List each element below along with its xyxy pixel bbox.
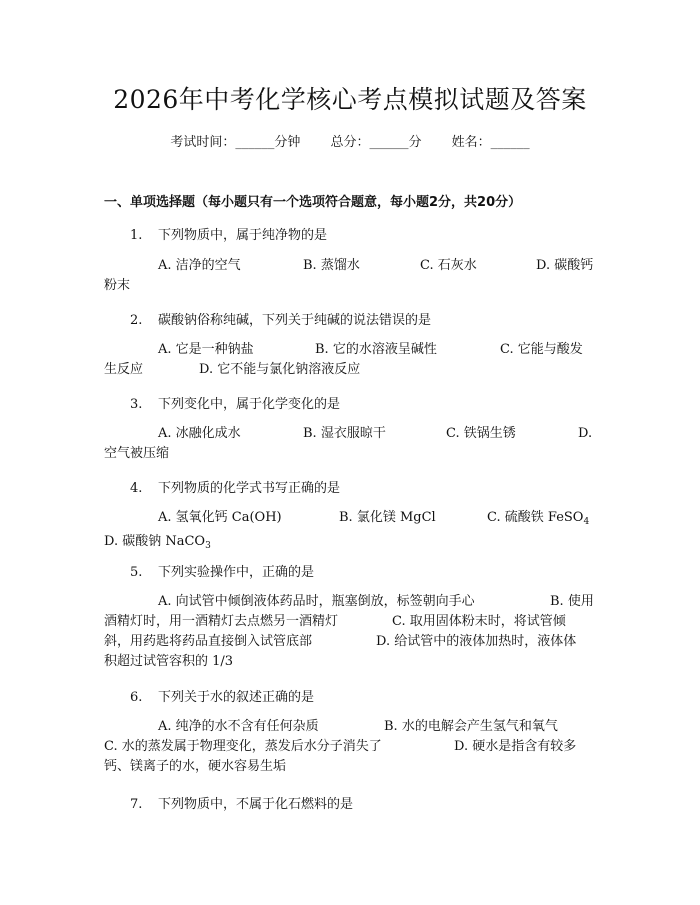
question-7: 7. 下列物质中，不属于化石燃料的是 [130, 797, 354, 812]
question-stem: 碳酸钠俗称纯碱，下列关于纯碱的说法错误的是 [158, 313, 432, 328]
option-a: A. 洁净的空气 [158, 258, 241, 273]
option-d-cont: 空气被压缩 [104, 446, 170, 461]
option-a: A. 向试管中倾倒液体药品时，瓶塞倒放，标签朝向手心 [158, 594, 475, 609]
exam-meta [0, 131, 700, 150]
option-c: C. 石灰水 [420, 258, 477, 273]
option-d: D. [578, 426, 593, 441]
score-field: 总分：______分 [330, 135, 422, 150]
question-2: 2. 碳酸钠俗称纯碱，下列关于纯碱的说法错误的是 [130, 313, 432, 328]
exam-title: 2026年中考化学核心考点模拟试题及答案 [113, 85, 587, 114]
question-stem: 下列实验操作中，正确的是 [158, 565, 315, 580]
question-5-options [104, 592, 598, 672]
option-c: C. 它能与酸发 [500, 342, 583, 357]
option-c-cont: 生反应 [104, 362, 144, 377]
option-b: B. 使用 [550, 594, 594, 609]
option-b: B. 氯化镁 MgCl [339, 510, 436, 525]
option-c: C. 硫酸铁 FeSO$_4$ [487, 510, 590, 527]
option-a: A. 纯净的水不含有任何杂质 [158, 719, 319, 734]
question-6-options [104, 717, 598, 777]
question-2-options [104, 340, 598, 380]
option-c-cont: 斜，用药匙将药品直接倒入试管底部 [104, 634, 313, 649]
question-stem: 下列变化中，属于化学变化的是 [158, 397, 341, 412]
option-d-cont: 粉末 [104, 278, 131, 293]
option-b: B. 蒸馏水 [303, 258, 360, 273]
option-d: D. 硬水是指含有较多 [454, 739, 577, 754]
option-a: A. 冰融化成水 [158, 426, 241, 441]
section-heading: 一、单项选择题（每小题只有一个选项符合题意，每小题2分，共20分） [104, 195, 522, 210]
question-5: 5. 下列实验操作中，正确的是 [130, 565, 315, 580]
question-stem: 下列物质的化学式书写正确的是 [158, 481, 341, 496]
question-1: 1. 下列物质中，属于纯净物的是 [130, 228, 328, 243]
name-field: 姓名：______ [451, 135, 530, 150]
question-1-options [104, 256, 598, 296]
question-4-options [104, 508, 598, 556]
option-d: D. 碳酸钠 NaCO$_3$ [104, 534, 211, 551]
option-b-cont: 酒精灯时，用一酒精灯去点燃另一酒精灯 [104, 614, 339, 629]
option-b: B. 它的水溶液呈碱性 [315, 342, 437, 357]
question-stem: 下列物质中，属于纯净物的是 [158, 228, 328, 243]
question-6: 6. 下列关于水的叙述正确的是 [130, 690, 315, 705]
time-field: 考试时间：______分钟 [170, 135, 301, 150]
question-3: 3. 下列变化中，属于化学变化的是 [130, 397, 341, 412]
question-stem: 下列关于水的叙述正确的是 [158, 690, 315, 705]
question-4: 4. 下列物质的化学式书写正确的是 [130, 481, 341, 496]
option-d: D. 它不能与氯化钠溶液反应 [199, 362, 361, 377]
question-3-options [104, 424, 598, 464]
option-d: D. 给试管中的液体加热时，液体体 [376, 634, 577, 649]
option-a: A. 它是一种钠盐 [158, 342, 254, 357]
option-b: B. 湿衣服晾干 [303, 426, 386, 441]
option-b: B. 水的电解会产生氢气和氧气 [384, 719, 558, 734]
option-c: C. 取用固体粉末时，将试管倾 [392, 614, 566, 629]
option-d-cont: 积超过试管容积的 1/3 [104, 654, 234, 669]
question-stem: 下列物质中，不属于化石燃料的是 [158, 797, 354, 812]
option-c: C. 铁锅生锈 [446, 426, 516, 441]
option-a: A. 氢氧化钙 Ca(OH) [158, 510, 282, 525]
option-d: D. 碳酸钙 [536, 258, 594, 273]
option-c: C. 水的蒸发属于物理变化，蒸发后水分子消失了 [104, 739, 382, 754]
option-d-cont: 钙、镁离子的水，硬水容易生垢 [104, 759, 287, 774]
